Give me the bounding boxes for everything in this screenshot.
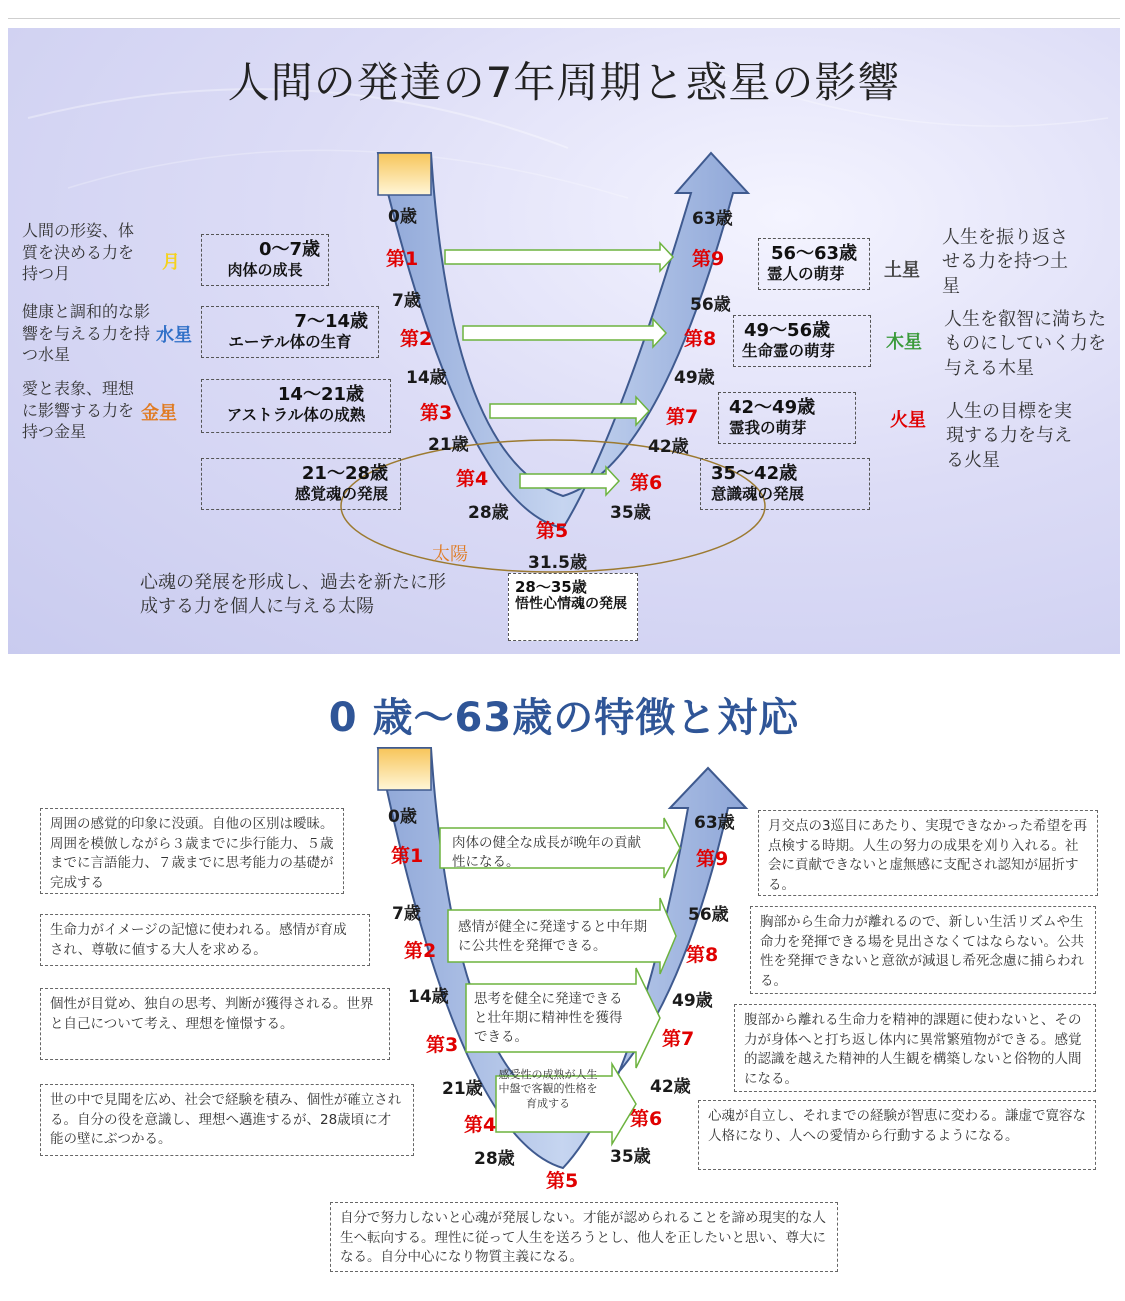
age-label: 28歳 (474, 1149, 515, 1169)
stage-box-49-56: 49〜56歳 生命霊の萌芽 (733, 315, 871, 367)
age-label: 31.5歳 (528, 553, 587, 573)
tube-cap (378, 153, 431, 195)
stage-label: 第2 (400, 328, 433, 350)
age-label: 21歳 (442, 1079, 483, 1099)
age-label: 49歳 (674, 368, 715, 388)
arrow-text: 肉体の健全な成長が晩年の貢献性になる。 (452, 835, 641, 870)
stage-label: 第4 (464, 1114, 497, 1136)
sun-description: 心魂の発展を形成し、過去を新たに形成する力を個人に与える太陽 (140, 572, 446, 618)
stage-label: 第8 (684, 328, 717, 350)
stage-label: 第3 (420, 402, 453, 424)
moon-description: 人間の形姿、体質を決める力を持つ月 (22, 221, 135, 284)
tube-cap (378, 748, 431, 790)
stage-label: 第3 (426, 1034, 459, 1056)
saturn-label: 土星 (884, 260, 920, 281)
stage-label: 第9 (692, 248, 725, 270)
stage-label: 第8 (686, 944, 719, 966)
mercury-label: 水星 (156, 325, 192, 346)
age-label: 14歳 (408, 987, 449, 1007)
age-label: 0歳 (388, 807, 417, 827)
stage-note-left: 世の中で見聞を広め、社会で経験を積み、個性が確立される。自分の役を意識し、理想へ邁進するが、28歳頃に才能の壁にぶつかる。 (40, 1084, 414, 1156)
slide-characteristics (8, 668, 1120, 1296)
age-label: 28歳 (468, 503, 509, 523)
stage-label: 第6 (630, 472, 663, 494)
mars-description: 人生の目標を実現する力を与える火星 (946, 401, 1072, 471)
stage-note-right: 腹部から離れる生命力を精神的課題に使わないと、その力が身体へと打ち返し体内に異常繁殖物ができる。感覚的認識を越えた精神的人生観を構築しないと俗物的人間になる。 (734, 1004, 1096, 1092)
stage-box-0-7: 0〜7歳 肉体の成長 (201, 234, 329, 286)
age-label: 14歳 (406, 368, 447, 388)
stage-note-left: 周囲の感覚的印象に没頭。自他の区別は曖昧。周囲を模倣しながら３歳までに歩行能力、５歳までに言語能力、７歳までに思考能力の基礎が完成する (40, 808, 344, 894)
stage-label: 第9 (696, 848, 729, 870)
venus-description: 愛と表象、理想に影響する力を持つ金星 (22, 379, 135, 442)
stage-note-right: 胸部から生命力が離れるので、新しい生活リズムや生命力を発揮できる場を見出さなくてはならない。公共性を発揮できないと意欲が減退し希死念慮に捕らわれる。 (750, 906, 1096, 994)
jupiter-description: 人生を叡智に満ちたものにしていく力を与える木星 (944, 309, 1106, 379)
slide1-title: 人間の発達の7年周期と惑星の影響 (227, 58, 901, 107)
age-label: 35歳 (610, 1147, 651, 1167)
slide2-title: 0 歳〜63歳の特徴と対応 (328, 695, 800, 741)
mercury-description: 健康と調和的な影響を与える力を持つ水星 (22, 302, 151, 365)
age-label: 56歳 (688, 905, 729, 925)
age-label: 35歳 (610, 503, 651, 523)
age-label: 63歳 (694, 813, 735, 833)
age-label: 42歳 (650, 1077, 691, 1097)
arrow-text: 感受性の成熟が人生中盤で客観的性格を育成する (498, 1068, 598, 1110)
age-label: 63歳 (692, 209, 733, 229)
slide-planet-cycles (8, 28, 1120, 654)
stage-label: 第1 (386, 248, 419, 270)
stage-label: 第1 (391, 845, 424, 867)
stage-box-21-28: 21〜28歳 感覚魂の発展 (201, 458, 401, 510)
age-label: 7歳 (392, 291, 421, 311)
stage-label: 第7 (662, 1028, 695, 1050)
stage-box-28-35: 28〜35歳 悟性心情魂の発展 (508, 573, 638, 641)
stage-box-56-63: 56〜63歳 霊人の萌芽 (758, 238, 870, 290)
stage-label: 第4 (456, 468, 489, 490)
age-label: 0歳 (388, 207, 417, 227)
age-label: 49歳 (672, 991, 713, 1011)
stage-label: 第6 (630, 1108, 663, 1130)
sun-label: 太陽 (432, 544, 468, 565)
stage-label: 第7 (666, 406, 699, 428)
stage-box-7-14: 7〜14歳 エーテル体の生育 (201, 306, 379, 358)
age-label: 7歳 (392, 904, 421, 924)
jupiter-label: 木星 (886, 332, 922, 353)
stage-box-35-42: 35〜42歳 意識魂の発展 (700, 458, 870, 510)
arrow-text: 感情が健全に発達すると中年期に公共性を発揮できる。 (458, 919, 647, 954)
age-label: 42歳 (648, 437, 689, 457)
stage-note-right: 月交点の3巡目にあたり、実現できなかった希望を再点検する時期。人生の努力の成果を刈り入れる。社会に貢献できないと虚無感に支配され認知が屈折する。 (758, 810, 1098, 896)
stage-note-right: 心魂が自立し、それまでの経験が智恵に変わる。謙虚で寛容な人格になり、人への愛情から行動するようになる。 (698, 1100, 1096, 1170)
venus-label: 金星 (141, 403, 177, 424)
arrow-text: 思考を健全に発達できると壮年期に精神性を獲得できる。 (474, 991, 623, 1045)
age-label: 56歳 (690, 295, 731, 315)
stage-label: 第2 (404, 940, 437, 962)
saturn-description: 人生を振り返させる力を持つ土星 (942, 227, 1068, 297)
stage-label: 第5 (546, 1170, 579, 1192)
stage-label: 第5 (536, 520, 569, 542)
stage-note-bottom: 自分で努力しないと心魂が発展しない。才能が認められることを諦め現実的な人生へ転向する。理性に従って人生を送ろうとし、他人を正したいと思い、尊大になる。自分中心になり物質主義になる。 (330, 1202, 838, 1272)
stage-note-left: 生命力がイメージの記憶に使われる。感情が育成され、尊敬に値する大人を求める。 (40, 914, 370, 966)
age-label: 21歳 (428, 435, 469, 455)
moon-label: 月 (162, 252, 180, 273)
stage-box-14-21: 14〜21歳 アストラル体の成熟 (201, 379, 391, 433)
stage-note-left: 個性が目覚め、独自の思考、判断が獲得される。世界と自己について考え、理想を憧憬する。 (40, 988, 390, 1060)
stage-box-42-49: 42〜49歳 霊我の萌芽 (718, 392, 856, 444)
top-strip (8, 0, 1120, 19)
mars-label: 火星 (890, 410, 926, 431)
